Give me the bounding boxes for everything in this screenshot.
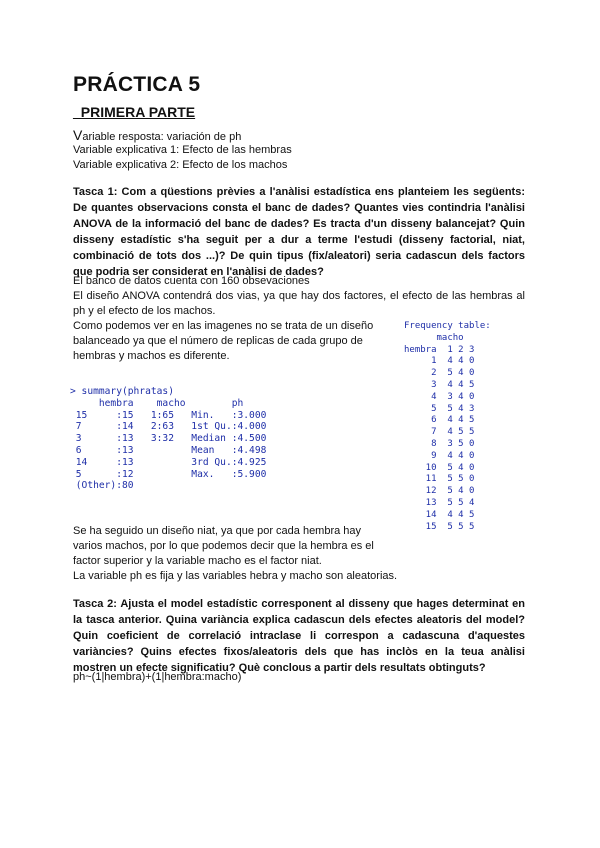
- frequency-row: 12 5 4 0: [404, 486, 475, 497]
- tasca2-question: Tasca 2: Ajusta el model estadístic corresponent al disseny que hages determinat en la tasca anterior. Quina variància explica cadascun dels efectes aleatoris del model? Quin coeficient de correlació intraclase li correspon a cadascuna d'aquestes variàncies? Quins efectes fixos/aleatoris dels que has inclòs en la teua anàlisi mostren un efecte significatiu? Què conclous a partir dels resultats obtinguts?: [73, 598, 525, 674]
- frequency-row: 3 4 4 5: [404, 379, 475, 390]
- frequency-row: 13 5 5 4: [404, 497, 475, 508]
- frequency-row: 8 3 5 0: [404, 438, 475, 449]
- frequency-row: 5 5 4 3: [404, 403, 475, 414]
- tasca1-question: Tasca 1: Com a qüestions prèvies a l'anàlisi estadística ens planteiem les següents: De quantes observacions consta el banc de dades? Quantes vies contindria l'anàlisi ANOVA de la informació del banc de dades? Es tracta d'un disseny balancejat? Quin disseny estadístic s'ha seguit per a dur a terme l'estudi (disseny factorial, niat, combinació de tots dos ...)? De quin tipus (fix/aleatori) seria cadascun dels factors que podria ser considerat en l'anàlisi de dades?: [73, 186, 525, 278]
- variable-explicativa-2: Variable explicativa 2: Efecto de los machos: [73, 159, 288, 171]
- frequency-table: [404, 321, 491, 533]
- frequency-row: 9 4 4 0: [404, 450, 475, 461]
- summary-row: 15 :15 1:65 Min. :3.000: [70, 409, 267, 421]
- variable-response-text: ariable resposta: variación de ph: [82, 131, 242, 143]
- variable-explicativa-1: Variable explicativa 1: Efecto de las hembras: [73, 144, 292, 156]
- summary-command: > summary(phratas): [70, 386, 174, 397]
- frequency-table-colvar: macho: [404, 332, 464, 343]
- tasca1-answer-1: El banco de datos cuenta con 160 obsevaciones: [73, 275, 310, 287]
- variable-response: [73, 128, 241, 144]
- frequency-row: 2 5 4 0: [404, 368, 475, 379]
- frequency-row: 1 4 4 0: [404, 356, 475, 367]
- section-subtitle: _PRIMERA PARTE: [73, 104, 196, 120]
- tasca1-answer-5: La variable ph es fija y las variables hebra y macho son aleatorias.: [73, 570, 398, 582]
- summary-row: 3 :13 3:32 Median :4.500: [70, 433, 267, 445]
- tasca1-answer-2: El diseño ANOVA contendrá dos vias, ya que hay dos factores, el efecto de las hembras al ph y el efecto de los machos.: [73, 290, 525, 317]
- tasca2-formula: ph~(1|hembra)+(1|hembra:macho): [73, 671, 242, 683]
- summary-row: 14 :13 3rd Qu.:4.925: [70, 456, 267, 468]
- frequency-row: 10 5 4 0: [404, 462, 475, 473]
- summary-row: (Other):80: [70, 480, 134, 492]
- frequency-row: 6 4 4 5: [404, 415, 475, 426]
- summary-header: hembra macho ph: [70, 397, 244, 409]
- page-title: PRÁCTICA 5: [73, 73, 201, 96]
- summary-row: 7 :14 2:63 1st Qu.:4.000: [70, 421, 267, 433]
- tasca1-answer-3: Como podemos ver en las imagenes no se trata de un diseño balanceado ya que el número de replicas de cada grupo de hembras y machos es diferente.: [73, 320, 374, 362]
- tasca1-answer-4: Se ha seguido un diseño niat, ya que por cada hembra hay varios machos, por lo que podemos decir que la hembra es el factor superior y la variable macho es el factor niat.: [73, 525, 374, 567]
- frequency-table-title: Frequency table:: [404, 321, 491, 331]
- frequency-row: 11 5 5 0: [404, 474, 475, 485]
- frequency-table-header: hembra 1 2 3: [404, 344, 475, 355]
- frequency-row: 14 4 4 5: [404, 509, 475, 520]
- drop-initial: V: [73, 127, 83, 143]
- summary-row: 6 :13 Mean :4.498: [70, 444, 267, 456]
- frequency-row: 4 3 4 0: [404, 391, 475, 402]
- summary-output: [70, 386, 266, 492]
- summary-row: 5 :12 Max. :5.900: [70, 468, 267, 480]
- frequency-row: 7 4 5 5: [404, 427, 475, 438]
- frequency-row: 15 5 5 5: [404, 521, 475, 532]
